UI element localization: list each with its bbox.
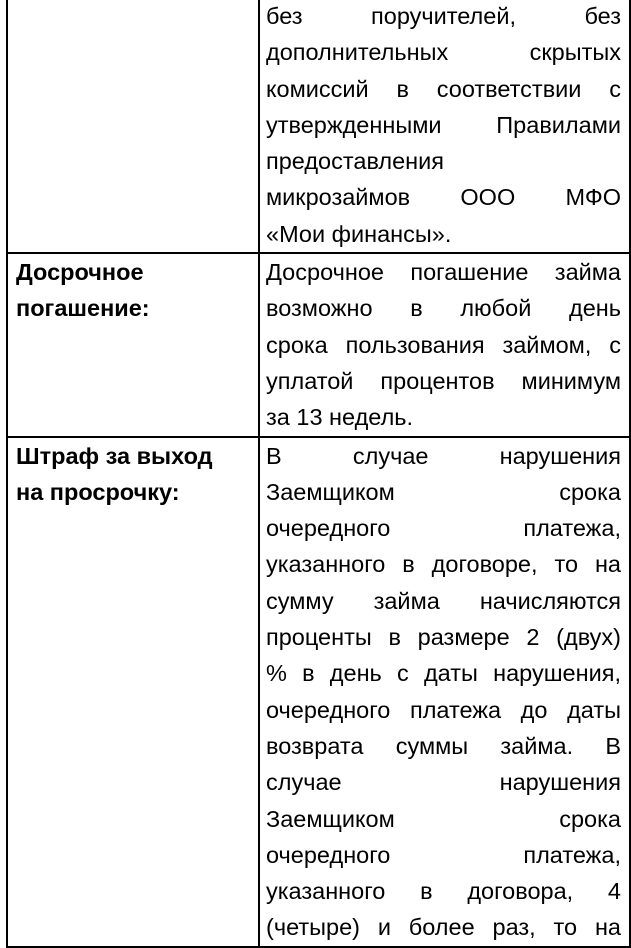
label-cell (7, 0, 259, 253)
value-line: за 13 недель. (266, 404, 414, 431)
table-row-continuation (7, 0, 630, 253)
row-label-line: Досрочное (16, 259, 144, 286)
value-line: сумму займа начисляются (266, 587, 621, 614)
label-cell (7, 253, 259, 436)
value-line: (четыре) и более раз, то на (266, 914, 621, 941)
value-line: предоставления (266, 148, 445, 175)
value-line: возможно в любой день (266, 295, 621, 322)
value-cell (259, 437, 630, 947)
value-cell (259, 253, 630, 436)
value-line: В случае нарушения (266, 442, 621, 469)
value-line: возврата суммы займа. В (266, 732, 621, 759)
value-line: очередного платежа до даты (266, 696, 621, 723)
value-line: срока пользования займом, с (266, 331, 621, 358)
value-line: % в день с даты нарушения, (266, 660, 621, 687)
value-line: очередного платежа, (266, 841, 621, 868)
value-line: «Мои финансы». (266, 220, 452, 247)
table-row-early-repayment (7, 253, 630, 436)
row-label-line: на просрочку: (16, 478, 180, 505)
value-line: дополнительных скрытых (266, 39, 621, 66)
loan-terms-table (6, 0, 631, 948)
row-label-line: погашение: (16, 295, 150, 322)
value-line: без поручителей, без (266, 3, 621, 29)
table-row-late-penalty (7, 437, 630, 947)
row-label-line: Штраф за выход (16, 442, 213, 469)
table-body (7, 0, 630, 947)
value-line: указанного в договора, 4 (266, 878, 621, 905)
label-cell (7, 437, 259, 947)
value-line: проценты в размере 2 (двух) (266, 624, 621, 651)
value-line: микрозаймов ООО МФО (266, 184, 621, 211)
value-line: Заемщиком срока (266, 478, 621, 505)
value-line: комиссий в соответствии с (266, 75, 621, 102)
value-cell (259, 0, 630, 253)
value-line: Досрочное погашение займа (266, 259, 621, 286)
value-line: указанного в договоре, то на (266, 551, 621, 578)
value-line: Заемщиком срока (266, 805, 621, 832)
value-line: уплатой процентов минимум (266, 367, 621, 394)
value-line: случае нарушения (266, 769, 621, 796)
value-line: очередного платежа, (266, 515, 621, 542)
value-line: утвержденными Правилами (266, 111, 621, 138)
